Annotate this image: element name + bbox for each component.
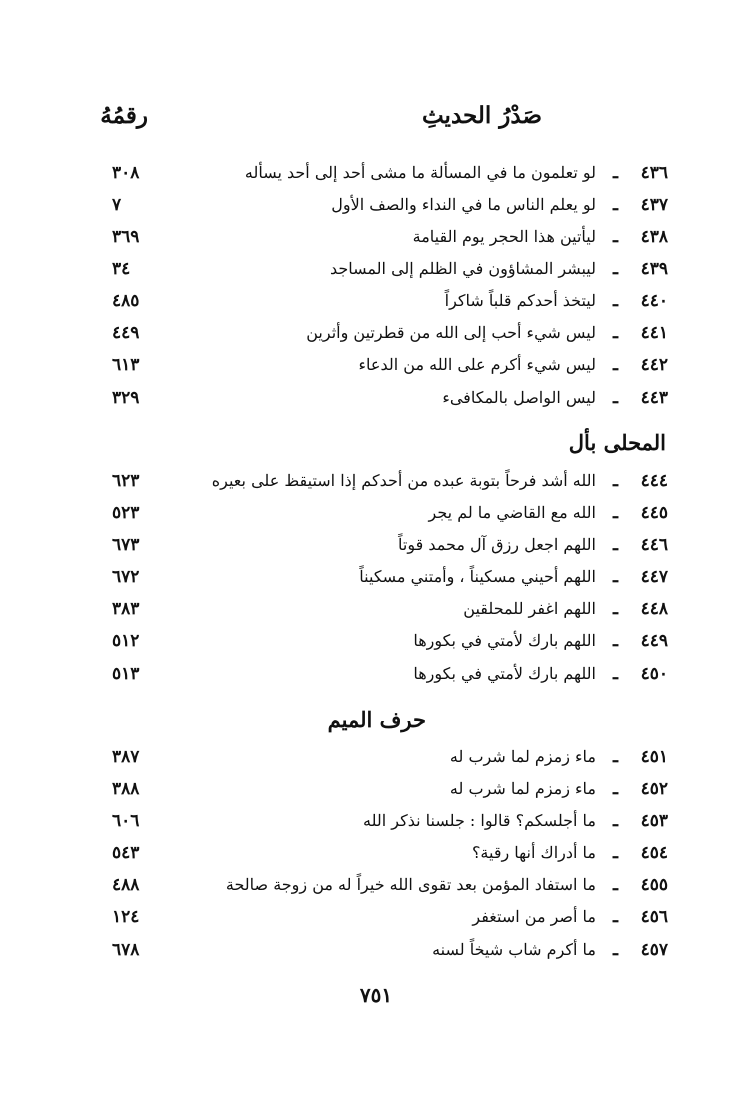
index-row — [0, 535, 752, 567]
row-index: ٤٣٦ — [640, 163, 668, 183]
row-text: لو تعلمون ما في المسألة ما مشى أحد إلى أحد يسأله — [244, 163, 596, 182]
row-reference: ٥٤٣ — [112, 843, 140, 863]
index-row — [0, 567, 752, 599]
row-text: ماء زمزم لما شرب له — [449, 747, 596, 766]
number-column-header: رقمُهُ — [100, 102, 148, 129]
row-index: ٤٣٩ — [640, 259, 668, 279]
row-reference: ٥١٣ — [112, 664, 140, 684]
row-text: ليتخذ أحدكم قلباً شاكراً — [444, 291, 596, 310]
row-reference: ٣٠٨ — [112, 163, 140, 183]
row-text: ليبشر المشاؤون في الظلم إلى المساجد — [329, 259, 596, 278]
row-reference: ٣٢٩ — [112, 388, 140, 408]
row-reference: ٧ — [112, 195, 122, 215]
row-index: ٤٥٥ — [640, 875, 668, 895]
index-row — [0, 388, 752, 420]
row-dash: ـ — [613, 747, 618, 767]
row-index: ٤٤٥ — [640, 503, 668, 523]
index-row — [0, 811, 752, 843]
row-text: اللهم اجعل رزق آل محمد قوتاً — [398, 535, 596, 554]
row-text: ليس الواصل بالمكافىء — [442, 388, 596, 407]
row-index: ٤٥٢ — [640, 779, 668, 799]
section-heading: حرف الميم — [327, 707, 426, 732]
row-dash: ـ — [613, 811, 618, 831]
row-dash: ـ — [613, 291, 618, 311]
row-dash: ـ — [613, 323, 618, 343]
row-index: ٤٤٧ — [640, 567, 668, 587]
row-index: ٤٣٧ — [640, 195, 668, 215]
row-index: ٤٥٧ — [640, 940, 668, 960]
row-dash: ـ — [613, 664, 618, 684]
row-reference: ٦٢٣ — [112, 471, 140, 491]
row-index: ٤٥٦ — [640, 907, 668, 927]
row-reference: ٥٢٣ — [112, 503, 140, 523]
row-text: الله مع القاضي ما لم يجر — [428, 503, 596, 522]
row-dash: ـ — [613, 567, 618, 587]
row-dash: ـ — [613, 471, 618, 491]
row-index: ٤٤٦ — [640, 535, 668, 555]
row-index: ٤٥١ — [640, 747, 668, 767]
index-row — [0, 503, 752, 535]
index-row — [0, 779, 752, 811]
index-row — [0, 843, 752, 875]
row-index: ٤٥٣ — [640, 811, 668, 831]
index-row — [0, 163, 752, 195]
row-text: ما أكرم شاب شيخاً لسنه — [432, 940, 596, 959]
index-row — [0, 747, 752, 779]
row-reference: ٣٨٨ — [112, 779, 140, 799]
row-index: ٤٤٠ — [640, 291, 668, 311]
row-index: ٤٥٠ — [640, 664, 668, 684]
row-dash: ـ — [613, 195, 618, 215]
row-index: ٤٤٩ — [640, 631, 668, 651]
index-row — [0, 940, 752, 972]
row-reference: ٤٨٨ — [112, 875, 140, 895]
index-row — [0, 599, 752, 631]
index-row — [0, 355, 752, 387]
row-text: ما أدراك أنها رقية؟ — [471, 843, 596, 862]
section-heading: المحلى بأل — [568, 430, 666, 455]
row-dash: ـ — [613, 163, 618, 183]
row-dash: ـ — [613, 907, 618, 927]
row-text: ليأتين هذا الحجر يوم القيامة — [412, 227, 596, 246]
row-reference: ٦٧٨ — [112, 940, 140, 960]
row-dash: ـ — [613, 940, 618, 960]
row-text: ما أصر من استغفر — [472, 907, 596, 926]
index-row — [0, 631, 752, 663]
row-index: ٤٥٤ — [640, 843, 668, 863]
row-reference: ٣٨٧ — [112, 747, 140, 767]
row-reference: ٣٨٣ — [112, 599, 140, 619]
row-text: اللهم اغفر للمحلقين — [463, 599, 596, 618]
index-row — [0, 875, 752, 907]
row-text: ما أجلسكم؟ قالوا : جلسنا نذكر الله — [363, 811, 596, 830]
row-index: ٤٤٤ — [640, 471, 668, 491]
row-reference: ٥١٢ — [112, 631, 140, 651]
row-dash: ـ — [613, 843, 618, 863]
row-reference: ٣٤ — [112, 259, 131, 279]
row-text: لو يعلم الناس ما في النداء والصف الأول — [331, 195, 596, 214]
row-text: اللهم بارك لأمتي في بكورها — [413, 664, 596, 683]
row-dash: ـ — [613, 355, 618, 375]
row-reference: ٤٤٩ — [112, 323, 140, 343]
row-text: ما استفاد المؤمن بعد تقوى الله خيراً له من زوجة صالحة — [225, 875, 596, 894]
row-dash: ـ — [613, 259, 618, 279]
row-reference: ٦٠٦ — [112, 811, 140, 831]
index-row — [0, 291, 752, 323]
hadith-opening-column-header: صَدْرُ الحديثِ — [421, 102, 542, 129]
row-text: ليس شيء أحب إلى الله من قطرتين وأثرين — [306, 323, 596, 342]
row-dash: ـ — [613, 535, 618, 555]
row-index: ٤٤٣ — [640, 388, 668, 408]
row-dash: ـ — [613, 503, 618, 523]
row-dash: ـ — [613, 779, 618, 799]
index-row — [0, 195, 752, 227]
row-reference: ٦٧٢ — [112, 567, 140, 587]
row-reference: ٤٨٥ — [112, 291, 140, 311]
row-reference: ١٢٤ — [112, 907, 140, 927]
row-index: ٤٣٨ — [640, 227, 668, 247]
row-text: الله أشد فرحاً بتوبة عبده من أحدكم إذا استيقظ على بعيره — [211, 471, 596, 490]
row-text: ماء زمزم لما شرب له — [449, 779, 596, 798]
index-row — [0, 259, 752, 291]
row-dash: ـ — [613, 227, 618, 247]
index-row — [0, 471, 752, 503]
row-reference: ٣٦٩ — [112, 227, 140, 247]
page-number: ٧٥١ — [359, 983, 393, 1007]
row-dash: ـ — [613, 631, 618, 651]
row-index: ٤٤٨ — [640, 599, 668, 619]
row-index: ٤٤١ — [640, 323, 668, 343]
row-reference: ٦١٣ — [112, 355, 140, 375]
row-text: اللهم أحيني مسكيناً ، وأمتني مسكيناً — [359, 567, 596, 586]
row-dash: ـ — [613, 875, 618, 895]
index-row — [0, 227, 752, 259]
row-text: ليس شيء أكرم على الله من الدعاء — [358, 355, 596, 374]
index-row — [0, 664, 752, 696]
row-dash: ـ — [613, 599, 618, 619]
index-row — [0, 907, 752, 939]
row-index: ٤٤٢ — [640, 355, 668, 375]
index-row — [0, 323, 752, 355]
row-reference: ٦٧٣ — [112, 535, 140, 555]
row-dash: ـ — [613, 388, 618, 408]
row-text: اللهم بارك لأمتي في بكورها — [413, 631, 596, 650]
